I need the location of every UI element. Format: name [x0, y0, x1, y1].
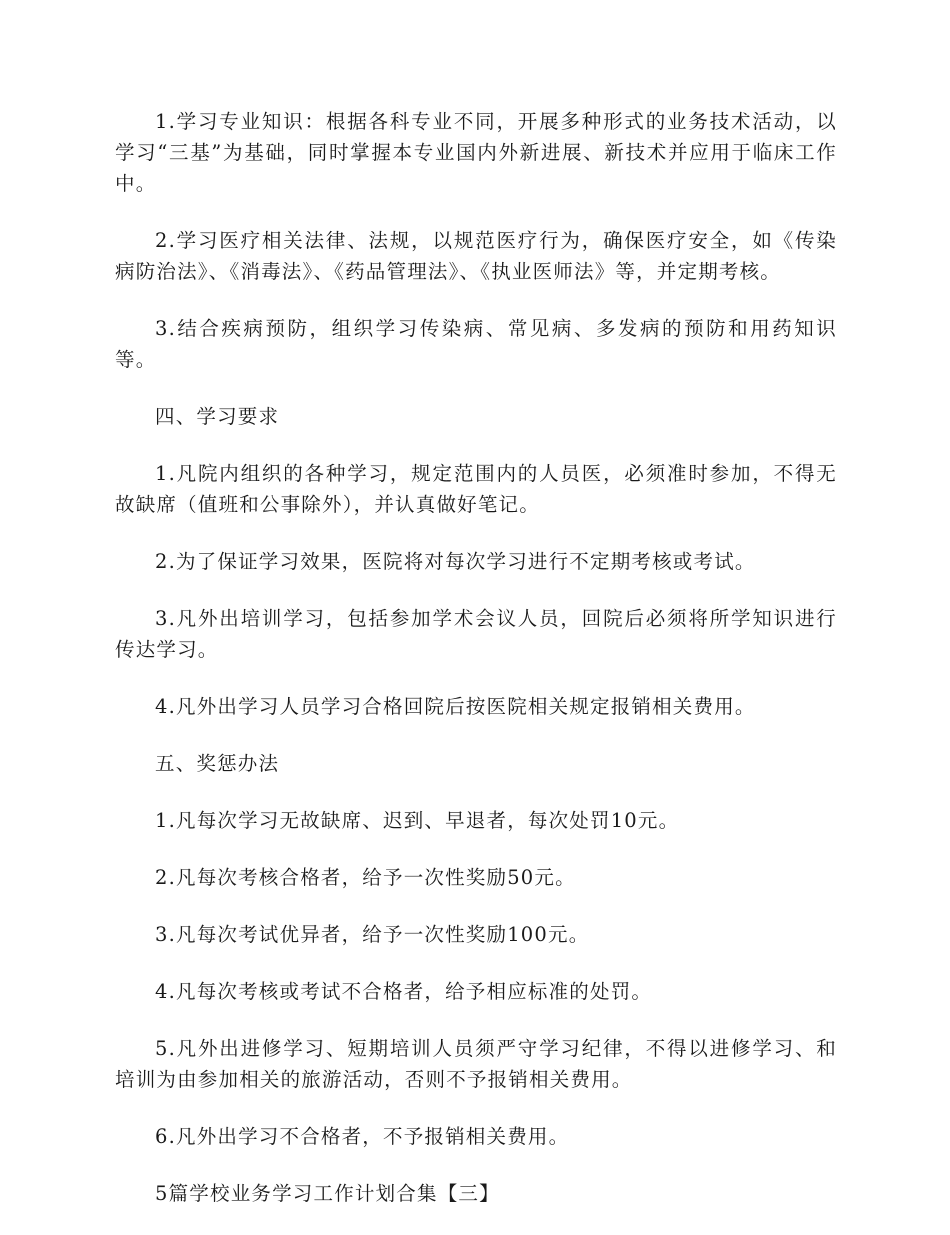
section4-item-4: 4.凡外出学习人员学习合格回院后按医院相关规定报销相关费用。 — [155, 695, 756, 718]
section5-heading: 五、奖惩办法 — [155, 752, 280, 775]
document-page — [115, 106, 837, 1235]
section5-item-1: 1.凡每次学习无故缺席、迟到、早退者，每次处罚10元。 — [155, 809, 680, 832]
section5-item-3: 3.凡每次考试优异者，给予一次性奖励100元。 — [155, 923, 590, 946]
section4-item-1: 1.凡院内组织的各种学习，规定范围内的人员医，必须准时参加，不得无故缺席（值班和公事除外），并认真做好笔记。 — [115, 462, 837, 516]
next-section-title: 5篇学校业务学习工作计划合集【三】 — [155, 1182, 500, 1205]
section3-item-3: 3.结合疾病预防，组织学习传染病、常见病、多发病的预防和用药知识等。 — [115, 317, 837, 371]
section4-heading: 四、学习要求 — [155, 405, 280, 428]
section5-item-2: 2.凡每次考核合格者，给予一次性奖励50元。 — [155, 866, 576, 889]
section5-item-5: 5.凡外出进修学习、短期培训人员须严守学习纪律，不得以进修学习、和培训为由参加相关的旅游活动，否则不予报销相关费用。 — [115, 1037, 837, 1091]
section3-item-1: 1.学习专业知识：根据各科专业不同，开展多种形式的业务技术活动，以学习“三基”为基础，同时掌握本专业国内外新进展、新技术并应用于临床工作中。 — [115, 110, 837, 195]
section4-item-2: 2.为了保证学习效果，医院将对每次学习进行不定期考核或考试。 — [155, 550, 756, 573]
section3-item-2: 2.学习医疗相关法律、法规，以规范医疗行为，确保医疗安全，如《传染病防治法》、《消毒法》、《药品管理法》、《执业医师法》等，并定期考核。 — [115, 229, 837, 283]
section4-item-3: 3.凡外出培训学习，包括参加学术会议人员，回院后必须将所学知识进行传达学习。 — [115, 607, 837, 661]
section5-item-6: 6.凡外出学习不合格者，不予报销相关费用。 — [155, 1125, 570, 1148]
section5-item-4: 4.凡每次考核或考试不合格者，给予相应标准的处罚。 — [155, 980, 653, 1003]
